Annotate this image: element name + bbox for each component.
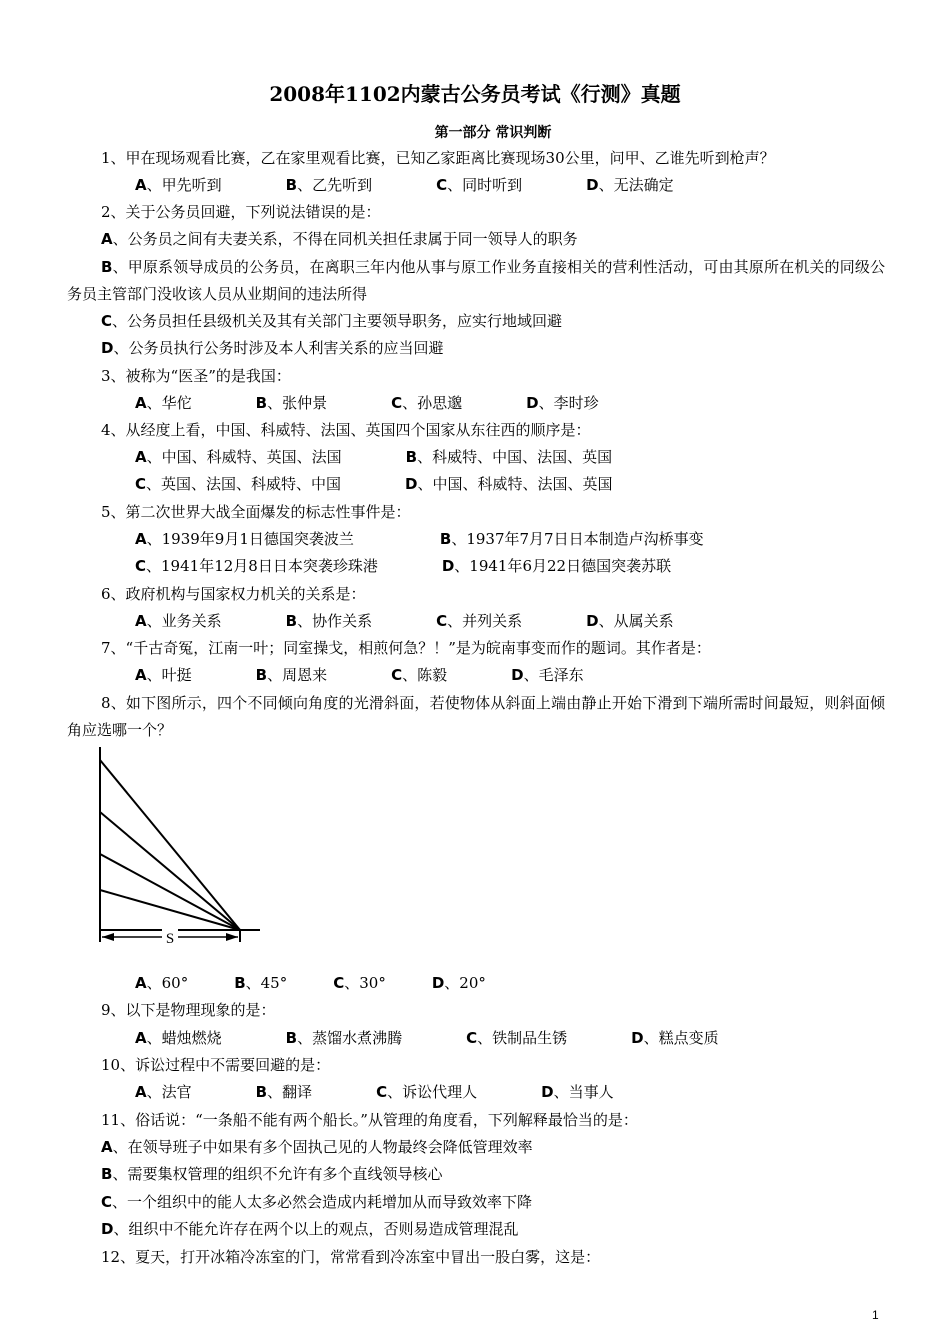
option-d: D、20° xyxy=(431,974,486,992)
option-a: A、蜡烛燃烧 xyxy=(135,1029,222,1047)
option-c: C、30° xyxy=(333,974,386,992)
arrow-head-right xyxy=(226,933,238,941)
option-c: C、同时听到 xyxy=(436,176,523,194)
options-q5-row1 xyxy=(67,526,885,553)
option-b: B、需要集权管理的组织不允许有多个直线领导核心 xyxy=(101,1165,443,1183)
document-title: 2008年1102内蒙古公务员考试《行测》真题 xyxy=(269,82,681,106)
option-c: C、诉讼代理人 xyxy=(376,1083,478,1101)
options-q4-row1 xyxy=(67,444,885,471)
options-q7 xyxy=(67,662,885,689)
option-d: D、组织中不能允许存在两个以上的观点，否则易造成管理混乱 xyxy=(101,1220,519,1238)
option-c: C、英国、法国、科威特、中国 xyxy=(135,475,342,493)
option-a: A、1939年9月1日德国突袭波兰 xyxy=(135,530,354,548)
option-d: D、无法确定 xyxy=(586,176,674,194)
option-a: A、公务员之间有夫妻关系，不得在同机关担任隶属于同一领导人的职务 xyxy=(101,230,578,248)
option-d: D、1941年6月22日德国突袭苏联 xyxy=(441,557,672,575)
option-d: D、公务员执行公务时涉及本人利害关系的应当回避 xyxy=(101,339,444,357)
question-6: 6、政府机构与国家权力机关的关系是： xyxy=(101,585,366,603)
slope-45 xyxy=(100,812,240,930)
options-q6 xyxy=(67,608,885,635)
option-c: C、1941年12月8日日本突袭珍珠港 xyxy=(135,557,378,575)
option-b: B、1937年7月7日日本制造卢沟桥事变 xyxy=(439,530,704,548)
section-heading: 第一部分 常识判断 xyxy=(434,125,552,141)
question-11: 11、俗话说：“一条船不能有两个船长。”从管理的角度看，下列解释最恰当的是： xyxy=(101,1111,638,1129)
question-12: 12、夏天，打开冰箱冷冻室的门，常常看到冷冻室中冒出一股白雾，这是： xyxy=(101,1248,601,1266)
option-d: D、毛泽东 xyxy=(511,666,584,684)
option-c: C、公务员担任县级机关及其有关部门主要领导职务，应实行地域回避 xyxy=(101,312,563,330)
question-8: 8、如下图所示，四个不同倾向角度的光滑斜面，若使物体从斜面上端由静止开始下滑到下端所需时间最短，则斜面倾角应选哪一个？ xyxy=(67,694,885,739)
option-b: B、科威特、中国、法国、英国 xyxy=(405,448,613,466)
options-q9 xyxy=(67,1025,885,1052)
option-a: A、业务关系 xyxy=(135,612,222,630)
options-q10 xyxy=(67,1079,885,1106)
distance-label: S xyxy=(165,931,175,947)
option-b: B、45° xyxy=(234,974,288,992)
option-a: A、法官 xyxy=(135,1083,192,1101)
question-2: 2、关于公务员回避，下列说法错误的是： xyxy=(101,203,381,221)
option-a: A、60° xyxy=(135,974,189,992)
option-a: A、华佗 xyxy=(135,394,192,412)
option-c: C、孙思邈 xyxy=(391,394,463,412)
option-b: B、周恩来 xyxy=(255,666,328,684)
slope-30 xyxy=(100,854,240,930)
option-d: D、李时珍 xyxy=(526,394,599,412)
option-b: B、乙先听到 xyxy=(285,176,373,194)
question-7: 7、“千古奇冤，江南一叶；同室操戈，相煎何急？！”是为皖南事变而作的题词。其作者是： xyxy=(101,639,711,657)
question-9: 9、以下是物理现象的是： xyxy=(101,1001,276,1019)
question-1: 1、甲在现场观看比赛，乙在家里观看比赛，已知乙家距离比赛现场30公里，问甲、乙谁先听到枪声？ xyxy=(101,149,775,167)
question-5: 5、第二次世界大战全面爆发的标志性事件是： xyxy=(101,503,411,521)
option-c: C、一个组织中的能人太多必然会造成内耗增加从而导致效率下降 xyxy=(101,1193,533,1211)
options-q8 xyxy=(67,970,885,997)
option-a: A、在领导班子中如果有多个固执己见的人物最终会降低管理效率 xyxy=(101,1138,533,1156)
question-3: 3、被称为“医圣”的是我国： xyxy=(101,367,291,385)
options-q1 xyxy=(67,172,885,199)
options-q4-row2 xyxy=(67,471,885,498)
option-d: D、从属关系 xyxy=(586,612,674,630)
slope-20 xyxy=(100,890,240,930)
option-b: B、协作关系 xyxy=(285,612,373,630)
slope-60 xyxy=(100,760,240,930)
option-d: D、中国、科威特、法国、英国 xyxy=(405,475,613,493)
options-q5-row2 xyxy=(67,553,885,580)
option-d: D、糕点变质 xyxy=(631,1029,719,1047)
option-a: A、甲先听到 xyxy=(135,176,222,194)
page-number: 1 xyxy=(872,1308,879,1322)
question-4: 4、从经度上看，中国、科威特、法国、英国四个国家从东往西的顺序是： xyxy=(101,421,591,439)
option-b: B、张仲景 xyxy=(255,394,328,412)
option-a: A、叶挺 xyxy=(135,666,192,684)
option-d: D、当事人 xyxy=(541,1083,614,1101)
question-10: 10、诉讼过程中不需要回避的是： xyxy=(101,1056,331,1074)
arrow-head-left xyxy=(102,933,114,941)
option-c: C、陈毅 xyxy=(391,666,448,684)
options-q3 xyxy=(67,390,885,417)
option-c: C、并列关系 xyxy=(436,612,523,630)
option-b: B、甲原系领导成员的公务员，在离职三年内他从事与原工作业务直接相关的营利性活动，可由其原所在机关的同级公务员主管部门没收该人员从业期间的违法所得 xyxy=(67,258,885,303)
option-b: B、翻译 xyxy=(255,1083,313,1101)
incline-diagram xyxy=(90,742,270,952)
option-c: C、铁制品生锈 xyxy=(466,1029,568,1047)
option-b: B、蒸馏水煮沸腾 xyxy=(285,1029,403,1047)
option-a: A、中国、科威特、英国、法国 xyxy=(135,448,342,466)
